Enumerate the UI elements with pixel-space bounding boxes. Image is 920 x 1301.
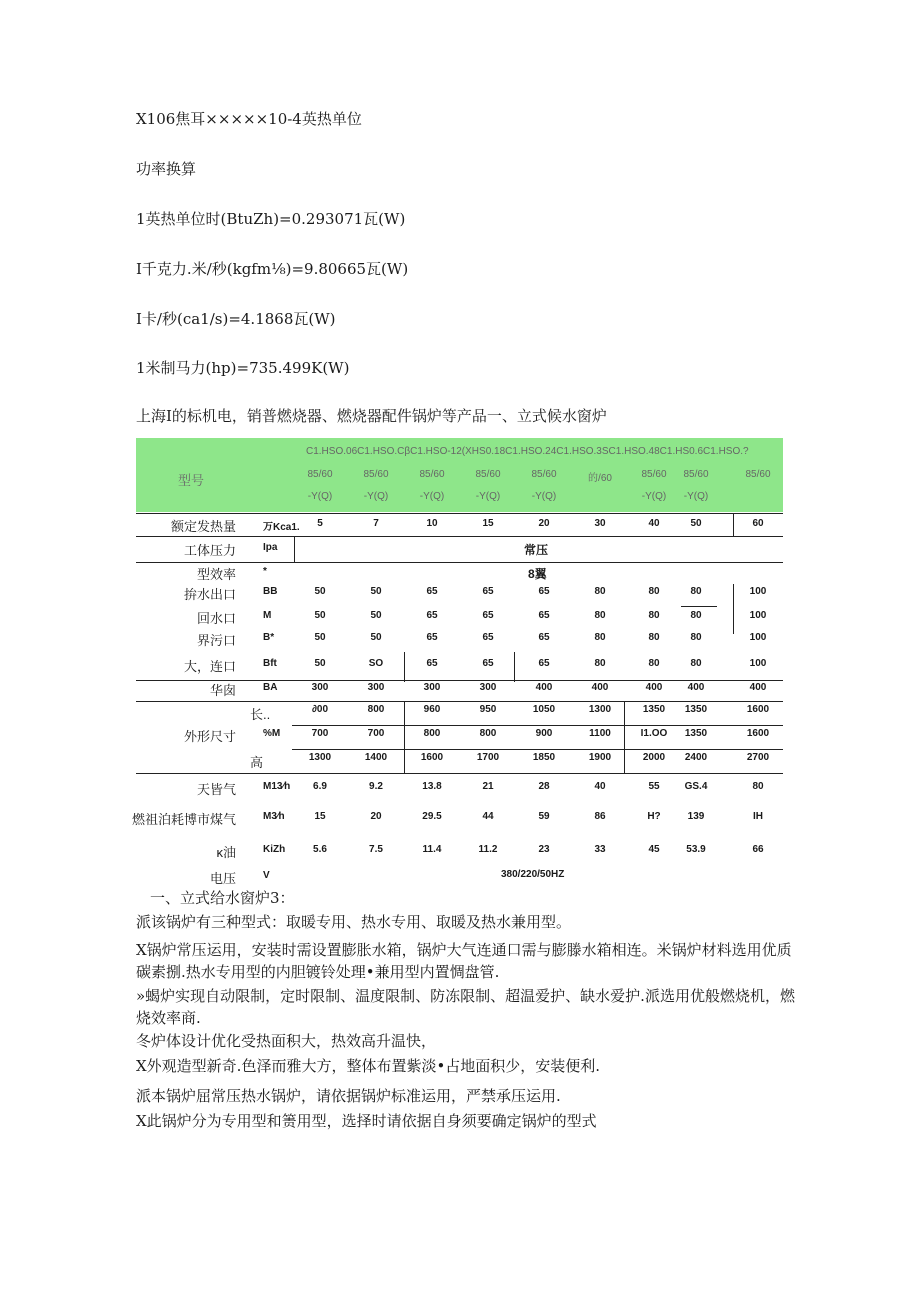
table-cell: 80 (648, 658, 660, 669)
table-cell: 55 (648, 781, 660, 792)
table-cell: 60 (752, 518, 764, 529)
table-cell: 80 (690, 610, 702, 621)
table-cell: 1050 (532, 704, 556, 715)
table-cell: 950 (479, 704, 497, 715)
table-cell: 30 (594, 518, 606, 529)
table-cell: 2000 (642, 752, 666, 763)
section-heading: 一、立式给水窗炉3： (150, 889, 295, 907)
table-rule (681, 606, 717, 607)
table-cell: 50 (370, 586, 382, 597)
table-cell: 1400 (364, 752, 388, 763)
table-cell: 80 (690, 658, 702, 669)
table-cell: 1350 (642, 704, 666, 715)
table-rule (136, 513, 783, 514)
table-cell: 45 (648, 844, 660, 855)
table-cell: 65 (482, 658, 494, 669)
table-cell: 65 (426, 610, 438, 621)
table-rule (136, 773, 783, 774)
table-cell: I1.OO (640, 728, 668, 739)
row-unit: %M (263, 728, 281, 739)
table-cell: 44 (482, 811, 494, 822)
boiler-spec-table (131, 438, 783, 888)
table-cell: 59 (538, 811, 550, 822)
row-unit: Bft (263, 658, 277, 669)
table-cell: 50 (690, 518, 702, 529)
row-label: 华囱 (209, 683, 236, 698)
model-suffix-header: -Y(Q) (531, 491, 557, 502)
spanning-value: 8翼 (528, 567, 547, 581)
model-rating-header: 85/60 (363, 469, 389, 480)
table-cell: 9.2 (369, 781, 383, 792)
row-unit: BB (263, 586, 278, 597)
row-label: 外形尺寸 (183, 729, 236, 744)
table-cell: 1350 (684, 704, 708, 715)
table-cell: 50 (314, 658, 326, 669)
table-cell: 80 (752, 781, 764, 792)
model-rating-header: 85/60 (745, 469, 771, 480)
table-rule (136, 680, 783, 681)
table-cell: 80 (690, 586, 702, 597)
model-rating-header: 85/60 (531, 469, 557, 480)
model-suffix-header: -Y(Q) (419, 491, 445, 502)
model-suffix-header: -Y(Q) (683, 491, 709, 502)
row-unit: 长.. (250, 707, 271, 722)
table-cell: 11.2 (478, 844, 498, 855)
table-cell: 400 (535, 682, 553, 693)
body-paragraph: X此锅炉分为专用型和箦用型，选择时请依据自身须要确定锅炉的型式 (136, 1112, 597, 1130)
table-cell: 66 (752, 844, 764, 855)
model-rating-header: 85/60 (475, 469, 501, 480)
table-cell: 65 (538, 586, 550, 597)
table-cell: 1900 (588, 752, 612, 763)
model-suffix-header: -Y(Q) (363, 491, 389, 502)
model-rating-header: 85/60 (307, 469, 333, 480)
table-cell: 50 (314, 610, 326, 621)
btu-conversion-line: 1英热单位时(BtuZh)=0.293071瓦(W) (136, 210, 406, 228)
row-unit: 万Kca1. (263, 522, 300, 533)
table-cell: 33 (594, 844, 606, 855)
table-cell: 86 (594, 811, 606, 822)
table-cell: 11.4 (422, 844, 442, 855)
table-rule (733, 513, 734, 536)
company-intro-line: 上海I的标机电，销普燃烧器、燃烧器配件锅炉等产品一、立式候水窗炉 (136, 407, 607, 425)
row-label: κ油 (216, 845, 236, 860)
table-cell: SO (368, 658, 384, 669)
table-cell: 23 (538, 844, 550, 855)
table-cell: 400 (591, 682, 609, 693)
table-cell: GS.4 (684, 781, 708, 792)
table-rule (136, 562, 783, 563)
table-cell: 5.6 (313, 844, 327, 855)
table-rule (294, 536, 295, 562)
cal-conversion-line: I卡/秒(ca1∕s)=4.1868瓦(W) (136, 310, 336, 328)
model-rating-header: 85/60 (683, 469, 709, 480)
table-cell: 80 (648, 632, 660, 643)
table-rule (292, 725, 783, 726)
row-label: 天皆气 (196, 782, 236, 797)
table-cell: 900 (535, 728, 553, 739)
table-rule (733, 584, 734, 634)
table-cell: 65 (426, 658, 438, 669)
row-unit: KiZh (263, 844, 286, 855)
table-cell: 300 (423, 682, 441, 693)
body-paragraph: X锅炉常压运用，安装时需设置膨胀水箱，锅炉大气连通口需与膨滕水箱相连。米锅炉材料选用优质碳素捌.热水专用型的内胆镀铃处理•兼用型内置惆盘管. (136, 941, 792, 981)
table-cell: 10 (426, 518, 438, 529)
spanning-value: 常压 (524, 543, 549, 557)
row-label: 拚水出口 (183, 587, 236, 602)
body-paragraph: 冬炉体设计优化受热面积大，热效高升温快， (136, 1032, 437, 1050)
table-cell: 40 (594, 781, 606, 792)
table-cell: 100 (749, 658, 767, 669)
body-paragraph: 派该锅炉有三种型式：取暖专用、热水专用、取暖及热水兼用型。 (136, 913, 572, 931)
table-cell: 400 (687, 682, 705, 693)
table-cell: 700 (311, 728, 329, 739)
table-cell: 53.9 (686, 844, 706, 855)
table-rule (404, 652, 405, 682)
table-cell: 800 (423, 728, 441, 739)
table-rule (514, 652, 515, 682)
table-cell: 7.5 (369, 844, 383, 855)
row-label: 界污口 (196, 633, 236, 648)
table-cell: 1300 (308, 752, 332, 763)
hp-conversion-line: 1米制马力(hp)=735.499K(W) (136, 359, 350, 377)
row-label: 大，连口 (183, 659, 236, 674)
table-cell: 20 (538, 518, 550, 529)
table-cell: 1850 (532, 752, 556, 763)
table-cell: 300 (311, 682, 329, 693)
table-rule (624, 701, 625, 773)
table-cell: 65 (538, 610, 550, 621)
body-paragraph: X外观造型新奇.色泽而雅大方，整体布置紫淡•占地面积少，安装便利. (136, 1057, 601, 1075)
table-cell: 15 (314, 811, 326, 822)
table-cell: 1100 (589, 728, 611, 739)
table-cell: 960 (423, 704, 441, 715)
table-cell: 6.9 (313, 781, 327, 792)
table-cell: 5 (317, 518, 323, 529)
table-cell: 50 (370, 610, 382, 621)
table-cell: 1600 (746, 704, 770, 715)
table-cell: 65 (482, 610, 494, 621)
model-rating-header: 85/60 (641, 469, 667, 480)
table-rule (292, 749, 783, 750)
table-cell: 1600 (420, 752, 444, 763)
table-cell: 300 (367, 682, 385, 693)
table-cell: 80 (690, 632, 702, 643)
table-cell: 400 (749, 682, 767, 693)
table-cell: 2700 (746, 752, 770, 763)
table-cell: 80 (648, 586, 660, 597)
table-cell: 65 (482, 632, 494, 643)
kgfm-conversion-line: I千克力.米/秒(kgfm⅛)=9.80665瓦(W) (136, 260, 409, 278)
table-cell: H? (647, 811, 661, 822)
table-cell: 2400 (684, 752, 708, 763)
table-cell: 7 (373, 518, 379, 529)
table-cell: 100 (749, 632, 767, 643)
row-unit: BA (263, 682, 278, 693)
table-cell: 80 (594, 632, 606, 643)
row-label: 燃祖泊耗博市煤气 (131, 812, 236, 827)
table-cell: 1700 (476, 752, 500, 763)
row-unit: Ipa (263, 542, 278, 553)
table-cell: 50 (314, 632, 326, 643)
table-cell: 50 (370, 632, 382, 643)
row-unit: M3∕h (263, 811, 285, 822)
table-cell: 65 (538, 632, 550, 643)
table-cell: 800 (367, 704, 385, 715)
row-unit: M13∕h (263, 781, 291, 792)
table-cell: 400 (645, 682, 663, 693)
table-cell: 700 (367, 728, 385, 739)
body-paragraph: »蝎炉实现自动限制，定时限制、温度限制、防冻限制、超温爱护、缺水爱护.派选用优般燃烧机，燃烧效率商. (136, 987, 795, 1027)
row-label: 工体压力 (183, 543, 236, 558)
table-cell: 40 (648, 518, 660, 529)
table-rule (136, 701, 783, 702)
row-unit: 高 (250, 755, 264, 770)
model-suffix-header: -Y(Q) (475, 491, 501, 502)
row-label: 型效率 (196, 567, 236, 582)
row-unit: V (263, 870, 270, 881)
table-cell: 100 (749, 586, 767, 597)
model-rating-header: 85/60 (419, 469, 445, 480)
table-cell: 29.5 (422, 811, 442, 822)
table-cell: 80 (648, 610, 660, 621)
body-paragraph: 派本锅炉屈常压热水锅炉，请依据锅炉标准运用，严禁承压运用. (136, 1087, 561, 1105)
table-rule (136, 536, 783, 537)
table-cell: 1350 (684, 728, 708, 739)
table-cell: 80 (594, 610, 606, 621)
row-unit: * (263, 566, 267, 577)
table-cell: IH (753, 811, 763, 822)
table-cell: 20 (370, 811, 382, 822)
row-unit: M (263, 610, 272, 621)
table-cell: ∂00 (311, 704, 329, 715)
model-suffix-header: -Y(Q) (307, 491, 333, 502)
power-conversion-heading: 功率换算 (136, 160, 197, 178)
row-label: 回水口 (196, 611, 236, 626)
table-cell: 50 (314, 586, 326, 597)
table-cell: 1300 (588, 704, 612, 715)
table-cell: 139 (687, 811, 705, 822)
table-rule (404, 701, 405, 773)
table-cell: 13.8 (422, 781, 442, 792)
row-unit: B* (263, 632, 275, 643)
model-codes-header: C1.HSO.06C1.HSO.CβC1.HSO-12(XHS0.18C1.HSO.24C1.HSO.3SC1.HSO.48C1.HS0.6C1.HSO.? (306, 446, 749, 457)
table-cell: 1600 (746, 728, 770, 739)
table-cell: 300 (479, 682, 497, 693)
row-label: 电压 (209, 871, 236, 886)
table-cell: 28 (538, 781, 550, 792)
energy-conversion-line: X106焦耳×××××10-4英热单位 (136, 110, 362, 128)
table-cell: 800 (479, 728, 497, 739)
table-cell: 65 (538, 658, 550, 669)
table-cell: 65 (482, 586, 494, 597)
table-cell: 100 (749, 610, 767, 621)
table-cell: 80 (594, 658, 606, 669)
row-label: 额定发热量 (170, 519, 236, 534)
spanning-value: 380/220/50HZ (501, 869, 565, 880)
table-cell: 80 (594, 586, 606, 597)
model-rating-header: 的/60 (588, 473, 612, 484)
table-cell: 65 (426, 632, 438, 643)
table-cell: 21 (482, 781, 494, 792)
table-cell: 15 (482, 518, 494, 529)
model-header-label: 型号 (178, 473, 205, 488)
model-suffix-header: -Y(Q) (641, 491, 667, 502)
table-cell: 65 (426, 586, 438, 597)
